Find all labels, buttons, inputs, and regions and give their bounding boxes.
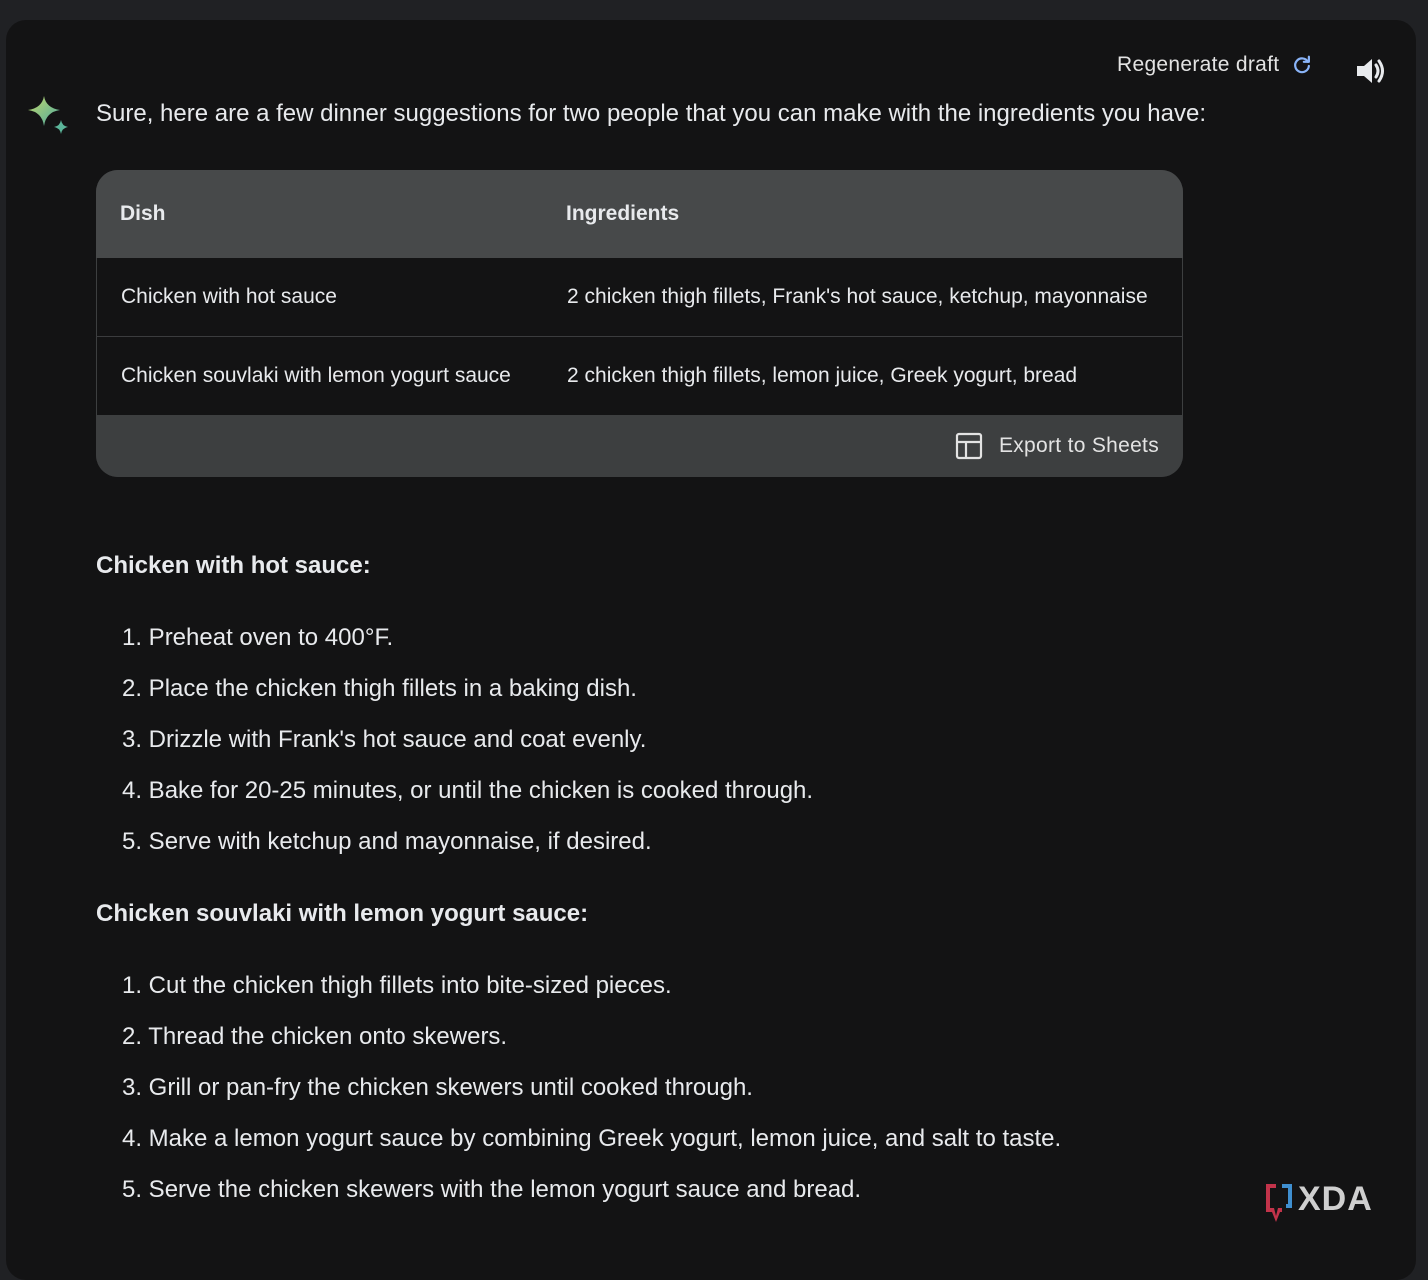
- recipe-title: Chicken souvlaki with lemon yogurt sauce:: [96, 900, 589, 927]
- recipe-steps: [122, 624, 813, 879]
- refresh-icon: [1291, 54, 1313, 76]
- xda-watermark-text: XDA: [1298, 1180, 1373, 1218]
- table-row: [96, 258, 1183, 336]
- export-to-sheets-button[interactable]: [955, 431, 1159, 461]
- list-item: 4. Bake for 20-25 minutes, or until the chicken is cooked through.: [122, 777, 814, 804]
- recipe-title: Chicken with hot sauce:: [96, 552, 371, 579]
- table-header-row: [96, 170, 1183, 258]
- table-icon: [955, 432, 983, 460]
- column-header-ingredients: Ingredients: [566, 202, 680, 225]
- list-item: 3. Drizzle with Frank's hot sauce and coat evenly.: [122, 726, 647, 753]
- table-cell-dish: Chicken with hot sauce: [121, 285, 337, 308]
- table-footer: [96, 415, 1183, 477]
- list-item: 3. Grill or pan-fry the chicken skewers until cooked through.: [122, 1074, 753, 1101]
- list-item: 5. Serve the chicken skewers with the lemon yogurt sauce and bread.: [122, 1176, 862, 1203]
- column-header-dish: Dish: [120, 202, 166, 225]
- response-intro: Sure, here are a few dinner suggestions for two people that you can make with the ingredients you have:: [96, 100, 1206, 127]
- table-cell-dish: Chicken souvlaki with lemon yogurt sauce: [121, 364, 511, 387]
- list-item: 4. Make a lemon yogurt sauce by combining Greek yogurt, lemon juice, and salt to taste.: [122, 1125, 1062, 1152]
- recipe-steps: [122, 972, 1061, 1227]
- volume-icon[interactable]: [1354, 56, 1386, 86]
- table-cell-ingredients: 2 chicken thigh fillets, lemon juice, Greek yogurt, bread: [567, 364, 1078, 387]
- sparkle-icon: [28, 96, 70, 136]
- regenerate-draft-button[interactable]: [1117, 52, 1313, 78]
- dinner-table: [96, 170, 1183, 477]
- list-item: 2. Thread the chicken onto skewers.: [122, 1023, 508, 1050]
- export-label: Export to Sheets: [998, 434, 1159, 457]
- xda-watermark-logo: [1262, 1178, 1398, 1222]
- table-row: [96, 336, 1183, 415]
- regenerate-label: Regenerate draft: [1117, 53, 1280, 76]
- list-item: 2. Place the chicken thigh fillets in a baking dish.: [122, 675, 637, 702]
- table-cell-ingredients: 2 chicken thigh fillets, Frank's hot sauce, ketchup, mayonnaise: [567, 285, 1148, 308]
- list-item: 1. Preheat oven to 400°F.: [122, 624, 394, 651]
- list-item: 1. Cut the chicken thigh fillets into bite-sized pieces.: [122, 972, 672, 999]
- list-item: 5. Serve with ketchup and mayonnaise, if desired.: [122, 828, 652, 855]
